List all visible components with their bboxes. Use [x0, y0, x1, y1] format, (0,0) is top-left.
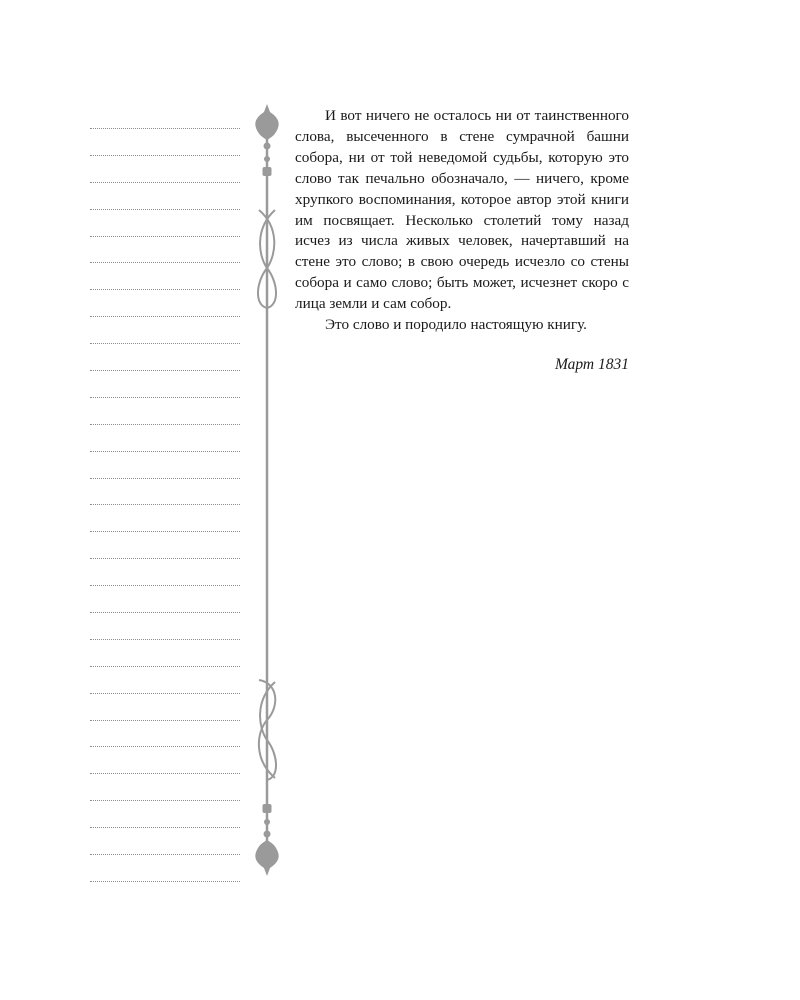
note-line — [90, 478, 240, 479]
note-line — [90, 827, 240, 828]
note-line — [90, 639, 240, 640]
note-line — [90, 262, 240, 263]
note-line — [90, 343, 240, 344]
note-line — [90, 128, 240, 129]
note-line — [90, 289, 240, 290]
note-line — [90, 854, 240, 855]
preface-paragraph-closing: Это слово и породило настоящую книгу. — [325, 316, 587, 334]
note-line — [90, 397, 240, 398]
note-line — [90, 451, 240, 452]
note-line — [90, 182, 240, 183]
note-line — [90, 155, 240, 156]
note-line — [90, 881, 240, 882]
preface-date: Март 1831 — [554, 356, 629, 373]
preface-paragraph: И вот ничего не осталось ни от таинственного слова, высеченного в стене сумрачной башни собора, ни от той неведомой судьбы, которую это слово так печально обозначало, — ничего, кроме хрупкого воспоминания, которое автор этой книги им посвящает. Несколько столетий тому назад исчез из числа живых человек, начертавший на стене это слово; в свою очередь исчезло со стены собора и само слово; быть может, исчезнет скоро с лица земли и сам собор. — [295, 107, 629, 313]
note-line — [90, 531, 240, 532]
note-line — [90, 666, 240, 667]
note-line — [90, 504, 240, 505]
note-line — [90, 773, 240, 774]
note-line — [90, 720, 240, 721]
note-lines — [90, 128, 240, 908]
preface-text — [295, 106, 629, 336]
note-line — [90, 209, 240, 210]
note-line — [90, 693, 240, 694]
note-line — [90, 558, 240, 559]
note-line — [90, 370, 240, 371]
note-line — [90, 316, 240, 317]
note-line — [90, 585, 240, 586]
note-line — [90, 236, 240, 237]
note-line — [90, 800, 240, 801]
note-line — [90, 612, 240, 613]
vertical-ornament-divider — [240, 100, 300, 890]
note-line — [90, 746, 240, 747]
note-line — [90, 424, 240, 425]
